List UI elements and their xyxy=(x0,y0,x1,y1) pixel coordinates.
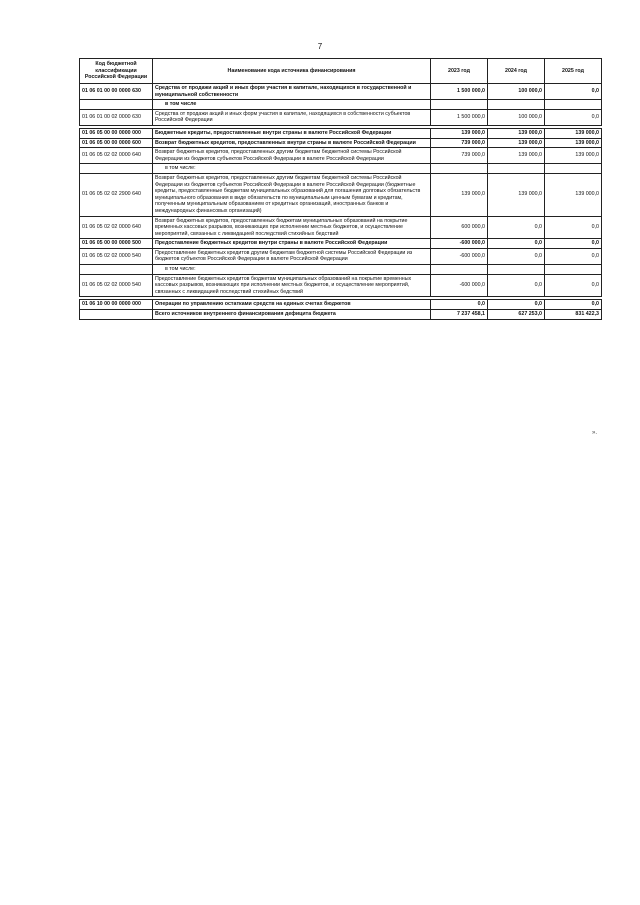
row-code: 01 06 01 00 02 0000 630 xyxy=(80,109,153,125)
table-row xyxy=(80,138,602,148)
table-row xyxy=(80,300,602,310)
row-code: 01 06 05 00 00 0000 600 xyxy=(80,138,153,148)
header-year-2025: 2025 год xyxy=(545,59,602,84)
row-name: в том числе: xyxy=(153,265,431,275)
table-row xyxy=(80,148,602,164)
row-code: 01 06 05 00 00 0000 000 xyxy=(80,128,153,138)
row-value-2023: -600 000,0 xyxy=(431,248,488,264)
financing-sources-table xyxy=(79,58,602,320)
row-name: Предоставление бюджетных кредитов внутри страны в валюте Российской Федерации xyxy=(153,239,431,249)
row-name: Операции по управлению остатками средств на единых счетах бюджетов xyxy=(153,300,431,310)
row-value-2023: -600 000,0 xyxy=(431,274,488,297)
row-value-2024: 139 000,0 xyxy=(488,148,545,164)
row-code xyxy=(80,100,153,110)
corner-mark: ». xyxy=(592,430,598,436)
row-value-2023: 139 000,0 xyxy=(431,173,488,216)
row-code: 01 06 10 00 00 0000 000 xyxy=(80,300,153,310)
row-value-2025: 0,0 xyxy=(545,239,602,249)
row-value-2024: 627 253,0 xyxy=(488,310,545,320)
row-value-2025: 139 000,0 xyxy=(545,128,602,138)
table-row xyxy=(80,100,602,110)
row-value-2024: 100 000,0 xyxy=(488,109,545,125)
row-value-2024: 0,0 xyxy=(488,248,545,264)
table-row xyxy=(80,216,602,239)
row-value-2023: 139 000,0 xyxy=(431,128,488,138)
row-name: Возврат бюджетных кредитов, предоставленных другим бюджетам бюджетной системы Российской Федерации из бюджетов субъектов Российской Федерации в валюте Российской Федерации xyxy=(153,148,431,164)
row-value-2025 xyxy=(545,265,602,275)
row-value-2023: 7 237 458,1 xyxy=(431,310,488,320)
row-code: 01 06 05 02 02 0000 640 xyxy=(80,148,153,164)
row-value-2023: 600 000,0 xyxy=(431,216,488,239)
row-value-2025: 0,0 xyxy=(545,216,602,239)
row-name: в том числе xyxy=(153,100,431,110)
row-name: Бюджетные кредиты, предоставленные внутри страны в валюте Российской Федерации xyxy=(153,128,431,138)
row-name: Средства от продажи акций и иных форм участия в капитале, находящихся в государственной и муниципальной собственности xyxy=(153,84,431,100)
row-value-2024: 100 000,0 xyxy=(488,84,545,100)
row-code xyxy=(80,265,153,275)
table-row xyxy=(80,274,602,297)
row-value-2024: 0,0 xyxy=(488,239,545,249)
table-row xyxy=(80,128,602,138)
row-code xyxy=(80,310,153,320)
row-value-2023: 1 500 000,0 xyxy=(431,109,488,125)
row-code: 01 06 05 00 00 0000 500 xyxy=(80,239,153,249)
row-value-2024: 139 000,0 xyxy=(488,128,545,138)
table-row xyxy=(80,248,602,264)
row-value-2024 xyxy=(488,100,545,110)
row-value-2025 xyxy=(545,164,602,174)
row-value-2024 xyxy=(488,265,545,275)
row-value-2025: 0,0 xyxy=(545,274,602,297)
row-value-2025: 139 000,0 xyxy=(545,148,602,164)
row-value-2025: 0,0 xyxy=(545,248,602,264)
row-name: Возврат бюджетных кредитов, предоставленных бюджетам муниципальных образований на покрытие временных кассовых разрывов, возникающих при исполнении местных бюджетов, и осуществление мероприятий, связанных с ликвидацией последствий стихийных бедствий xyxy=(153,216,431,239)
row-name: в том числе: xyxy=(153,164,431,174)
row-code: 01 06 05 02 02 0000 640 xyxy=(80,216,153,239)
row-code: 01 06 01 00 00 0000 630 xyxy=(80,84,153,100)
row-value-2024 xyxy=(488,164,545,174)
row-value-2023: -600 000,0 xyxy=(431,239,488,249)
row-name: Возврат бюджетных кредитов, предоставленных другим бюджетам бюджетной системы Российской Федерации из бюджетов субъектов Российской Федерации в валюте Российской Федерации (бюджетные кредиты, предоставленные бюджетам муниципальных образований для погашения долговых обязательств муниципального образования в виде обязательств по муниципальным ценным бумагам и кредитам, полученным муниципальным образованием от кредитных организаций, иностранных банков и международных финансовых организаций) xyxy=(153,173,431,216)
row-value-2024: 139 000,0 xyxy=(488,173,545,216)
table-row xyxy=(80,84,602,100)
header-year-2023: 2023 год xyxy=(431,59,488,84)
header-code: Код бюджетной классификации Российской Федерации xyxy=(80,59,153,84)
table-total-row xyxy=(80,310,602,320)
row-value-2025 xyxy=(545,100,602,110)
row-value-2024: 139 000,0 xyxy=(488,138,545,148)
row-value-2023: 739 000,0 xyxy=(431,148,488,164)
row-value-2025: 139 000,0 xyxy=(545,138,602,148)
table-header-row xyxy=(80,59,602,84)
table-row xyxy=(80,109,602,125)
row-code: 01 06 05 02 02 0000 540 xyxy=(80,274,153,297)
page-number: 7 xyxy=(317,42,323,51)
row-value-2024: 0,0 xyxy=(488,274,545,297)
row-value-2025: 0,0 xyxy=(545,300,602,310)
row-name: Предоставление бюджетных кредитов другим бюджетам бюджетной системы Российской Федерации из бюджетов субъектов Российской Федерации в валюте Российской Федерации xyxy=(153,248,431,264)
row-value-2025: 139 000,0 xyxy=(545,173,602,216)
row-name: Всего источников внутреннего финансирования дефицита бюджета xyxy=(153,310,431,320)
row-name: Средства от продажи акций и иных форм участия в капитале, находящихся в собственности субъектов Российской Федерации xyxy=(153,109,431,125)
table-row xyxy=(80,239,602,249)
row-code: 01 06 05 02 02 2900 640 xyxy=(80,173,153,216)
row-name: Возврат бюджетных кредитов, предоставленных внутри страны в валюте Российской Федерации xyxy=(153,138,431,148)
row-code xyxy=(80,164,153,174)
row-value-2024: 0,0 xyxy=(488,216,545,239)
table-row xyxy=(80,164,602,174)
row-value-2025: 0,0 xyxy=(545,84,602,100)
table-row xyxy=(80,173,602,216)
header-name: Наименование кода источника финансирования xyxy=(153,59,431,84)
row-code: 01 06 05 02 02 0000 540 xyxy=(80,248,153,264)
row-value-2023: 739 000,0 xyxy=(431,138,488,148)
row-value-2023: 1 500 000,0 xyxy=(431,84,488,100)
row-value-2023 xyxy=(431,164,488,174)
row-value-2023 xyxy=(431,265,488,275)
row-name: Предоставление бюджетных кредитов бюджетам муниципальных образований на покрытие временных кассовых разрывов, возникающих при исполнении местных бюджетов, и осуществление мероприятий, связанных с ликвидацией последствий стихийных бедствий xyxy=(153,274,431,297)
row-value-2025: 0,0 xyxy=(545,109,602,125)
row-value-2024: 0,0 xyxy=(488,300,545,310)
row-value-2025: 831 422,3 xyxy=(545,310,602,320)
header-year-2024: 2024 год xyxy=(488,59,545,84)
row-value-2023 xyxy=(431,100,488,110)
row-value-2023: 0,0 xyxy=(431,300,488,310)
table-row xyxy=(80,265,602,275)
